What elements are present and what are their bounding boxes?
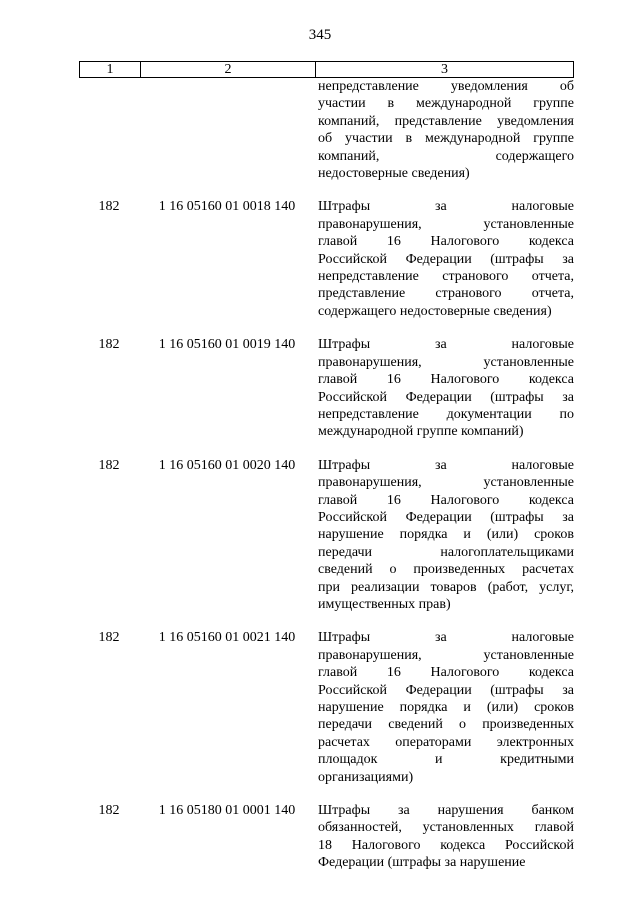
description-line: расчетах операторами электронных [318, 734, 574, 750]
admin-code: 182 [98, 803, 120, 819]
description-line: 18 Налогового кодекса Российской [318, 837, 574, 853]
description-line: при реализации товаров (работ, услуг, [318, 579, 574, 595]
header-col-2: 2 [141, 62, 316, 77]
description-line: имущественных прав) [318, 596, 451, 612]
description-line: обязанностей, установленных главой [318, 820, 574, 836]
table-row [0, 802, 640, 872]
admin-code: 182 [98, 457, 120, 473]
description-line: Российской Федерации (штрафы за [318, 389, 574, 405]
description [318, 457, 574, 614]
description-line: Штрафы за налоговые [318, 457, 574, 473]
description-line: представление странового отчета, [318, 286, 574, 302]
description-line: Штрафы за налоговые [318, 337, 574, 353]
table-row [0, 457, 640, 614]
table-row [0, 198, 640, 320]
description [318, 78, 574, 182]
description [318, 336, 574, 440]
page-number: 345 [308, 27, 332, 43]
description-line: Российской Федерации (штрафы за [318, 251, 574, 267]
description-line: главой 16 Налогового кодекса [318, 372, 574, 388]
header-col-3: 3 [441, 62, 448, 77]
table-row [0, 78, 640, 182]
description-line: главой 16 Налогового кодекса [318, 234, 574, 250]
row-gap [0, 182, 640, 198]
admin-code: 182 [98, 199, 120, 215]
description-line: нарушение порядка и (или) сроков [318, 700, 574, 715]
admin-code: 182 [98, 337, 120, 353]
description-line: правонарушения, установленные [318, 647, 574, 663]
description [318, 629, 574, 786]
description-line: правонарушения, установленные [318, 354, 574, 370]
description-line: главой 16 Налогового кодекса [318, 665, 574, 681]
description [318, 198, 574, 320]
description-line: об участии в международной группе [318, 131, 574, 147]
row-gap [0, 613, 640, 629]
description-line: Федерации (штрафы за нарушение [318, 855, 526, 871]
description-line: компаний, представление уведомления [318, 113, 574, 129]
description-line: правонарушения, установленные [318, 475, 574, 491]
description-line: непредставление странового отчета, [318, 269, 574, 285]
header-col-1: 1 [80, 62, 141, 77]
description-line: международной группе компаний) [318, 424, 524, 440]
description-line: Штрафы за нарушения банком [318, 803, 574, 819]
table-body [0, 78, 640, 872]
row-gap [0, 320, 640, 336]
description-line: Российской Федерации (штрафы за [318, 682, 574, 698]
description-line: организациями) [318, 769, 414, 785]
description-line: передачи сведений о произведенных [318, 717, 574, 733]
budget-classification-code: 1 16 05160 01 0018 140 [158, 199, 296, 215]
table-header [79, 61, 574, 78]
row-gap [0, 786, 640, 802]
description-line: нарушение порядка и (или) сроков [318, 527, 574, 543]
description-line: Российской Федерации (штрафы за [318, 509, 574, 525]
description-line: компаний, содержащего [318, 148, 574, 164]
description-line: передачи налогоплательщиками [318, 544, 574, 560]
row-gap [0, 441, 640, 457]
description-line: Штрафы за налоговые [318, 199, 574, 215]
description [318, 802, 574, 872]
description-line: непредставление уведомления об [318, 79, 574, 94]
description-line: Штрафы за налоговые [318, 630, 574, 646]
budget-classification-code: 1 16 05180 01 0001 140 [158, 803, 296, 819]
description-line: недостоверные сведения) [318, 166, 470, 182]
admin-code: 182 [98, 630, 120, 646]
table-row [0, 336, 640, 440]
description-line: правонарушения, установленные [318, 216, 574, 232]
description-line: площадок и кредитными [318, 752, 574, 768]
description-line: участии в международной группе [318, 96, 574, 112]
budget-classification-code: 1 16 05160 01 0021 140 [158, 630, 296, 646]
description-line: сведений о произведенных расчетах [318, 562, 574, 578]
description-line: непредставление документации по [318, 406, 574, 422]
budget-classification-code: 1 16 05160 01 0020 140 [158, 457, 296, 473]
description-line: главой 16 Налогового кодекса [318, 492, 574, 508]
table-row [0, 629, 640, 786]
description-line: содержащего недостоверные сведения) [318, 303, 552, 319]
budget-classification-code: 1 16 05160 01 0019 140 [158, 337, 296, 353]
